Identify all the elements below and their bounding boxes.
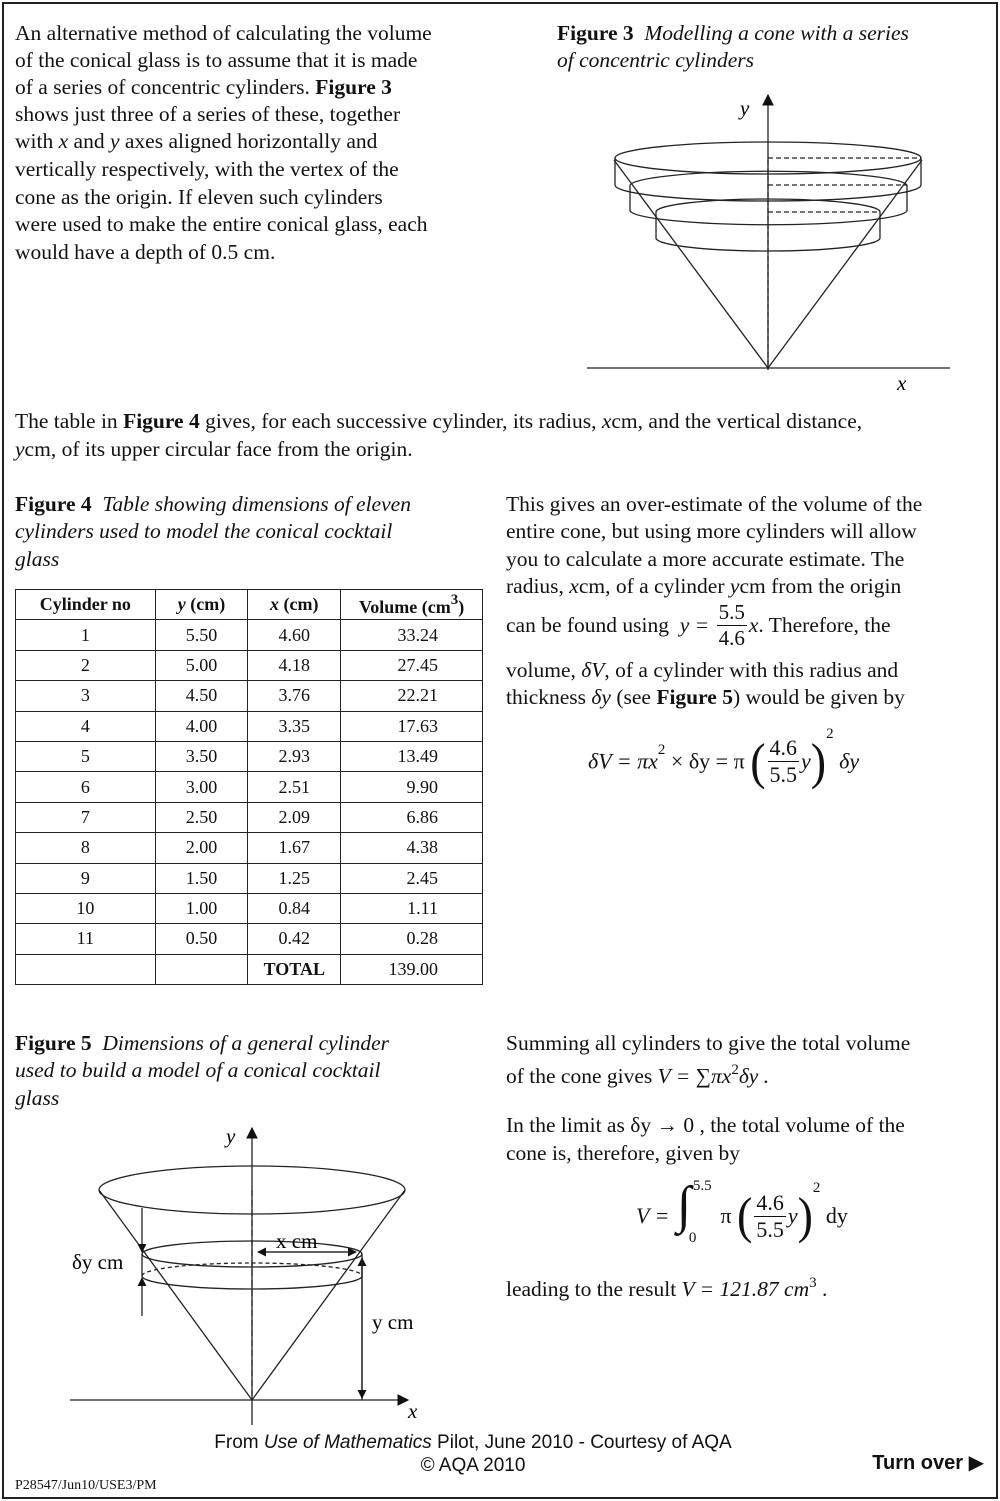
cell-x: 2.93: [248, 741, 341, 771]
var-x: x: [748, 612, 759, 637]
var-x: x: [569, 574, 579, 598]
delta-y: δy: [591, 685, 611, 709]
cell-y: 3.00: [155, 772, 248, 802]
cell-x: 0.42: [248, 924, 341, 954]
fraction-numerator: 4.6: [769, 735, 798, 760]
cell-x: 3.35: [248, 711, 341, 741]
cell-volume: 33.24: [341, 620, 483, 650]
sum-formula: V = ∑πx: [657, 1064, 732, 1088]
formula-mid: × δy = π: [665, 748, 745, 774]
figure3-label: Figure 3: [557, 21, 634, 45]
credit-text: From: [214, 1432, 264, 1453]
total-label: TOTAL: [248, 954, 341, 984]
text: radius,: [506, 574, 564, 598]
right-line: you to calculate a more accurate estimate. The: [506, 547, 905, 571]
integral-exponent: 2: [812, 1180, 821, 1197]
figure-ref: Figure 4: [123, 409, 200, 433]
credit-text: Pilot, June 2010 - Courtesy of AQA: [431, 1432, 732, 1453]
fraction-numerator: 4.6: [756, 1189, 784, 1215]
intro-text: of a series of concentric cylinders.: [15, 75, 310, 99]
cell-cylinder-no: 11: [16, 924, 156, 954]
text: . Therefore, the: [758, 612, 891, 637]
cell-volume: 6.86: [341, 802, 483, 832]
figure4-caption-line2: cylinders used to model the conical cocktail: [15, 519, 393, 543]
figure5-label: Figure 5: [15, 1031, 92, 1055]
text: ) would be given by: [732, 685, 905, 709]
integral-lower: 0: [688, 1230, 697, 1246]
cell-cylinder-no: 1: [16, 620, 156, 650]
intro-line: cone as the origin. If eleven such cylinders: [15, 185, 383, 209]
integral-pi: π: [720, 1203, 732, 1228]
fraction-denominator: 5.5: [769, 762, 798, 787]
figure-ref: Figure 3: [315, 75, 392, 99]
var-y: y: [729, 574, 740, 598]
result-end: .: [816, 1277, 828, 1301]
cell-volume: 1.11: [341, 893, 483, 923]
var-y: y: [15, 437, 25, 461]
intro-text: axes aligned horizontally and: [124, 129, 378, 153]
fraction: [754, 1189, 786, 1242]
credit-line: [0, 1432, 946, 1454]
var-y: y: [177, 594, 186, 615]
turn-over: Turn over ▶: [872, 1452, 984, 1474]
summing-line2: [506, 1057, 769, 1090]
cell-x: 4.18: [248, 650, 341, 680]
paren-close: ): [810, 732, 827, 789]
cell-x: 1.67: [248, 833, 341, 863]
cell-volume: 2.45: [341, 863, 483, 893]
right-line: entire cone, but using more cylinders will allow: [506, 519, 917, 543]
cell-cylinder-no: 10: [16, 893, 156, 923]
summing-line1: Summing all cylinders to give the total volume: [506, 1031, 911, 1055]
vol-label: Volume (cm: [358, 596, 451, 617]
fraction-denominator: 4.6: [718, 626, 745, 650]
vol-close: ): [458, 596, 465, 617]
var-y: y: [787, 1203, 798, 1228]
fig3-axis-x-label: x: [897, 371, 907, 395]
figure5-caption-text: Dimensions of a general cylinder: [102, 1031, 390, 1055]
credit-title: Use of Mathematics: [263, 1432, 432, 1453]
text: cm, of its upper circular face from the origin.: [24, 437, 413, 461]
paren-open: (: [737, 1187, 753, 1244]
cell-volume: 9.90: [341, 772, 483, 802]
cell-x: 0.84: [248, 893, 341, 923]
cell-y: 2.00: [155, 833, 248, 863]
right-line: This gives an over-estimate of the volume of the: [506, 492, 923, 516]
cell-volume: 4.38: [341, 833, 483, 863]
equation-lhs: y =: [679, 612, 710, 637]
var-x: x: [270, 594, 280, 615]
cell-y: 4.00: [155, 711, 248, 741]
cell-x: 3.76: [248, 681, 341, 711]
intro-line: of the conical glass is to assume that it is made: [15, 48, 418, 72]
cell-y: 1.00: [155, 893, 248, 923]
cell-cylinder-no: 4: [16, 711, 156, 741]
result-value: V = 121.87 cm: [681, 1277, 810, 1301]
var-x: x: [58, 129, 69, 153]
formula-exponent: 2: [826, 725, 834, 742]
cell-cylinder-no: 5: [16, 741, 156, 771]
cell-volume: 0.28: [341, 924, 483, 954]
text: cm from the origin: [739, 574, 902, 598]
cell-x: 2.09: [248, 802, 341, 832]
cell-cylinder-no: 6: [16, 772, 156, 802]
intro-line: were used to make the entire conical glass, each: [15, 212, 428, 236]
cell-y: 1.50: [155, 863, 248, 893]
text: thickness: [506, 685, 587, 709]
header-cylinder-no: Cylinder no: [16, 590, 156, 620]
text: of the cone gives: [506, 1064, 653, 1088]
vol-sup: 3: [450, 591, 459, 608]
integral-upper: 5.5: [692, 1178, 712, 1194]
result-sup: 3: [809, 1275, 817, 1291]
paper-code: P28547/Jun10/USE3/PM: [15, 1478, 157, 1493]
cell-y: 3.50: [155, 741, 248, 771]
cell-y: 2.50: [155, 802, 248, 832]
delta-v: δV: [581, 658, 605, 682]
fig5-dy-label: δy cm: [72, 1250, 124, 1274]
figure5-caption-line3: glass: [15, 1086, 60, 1110]
cell-x: 1.25: [248, 863, 341, 893]
intro-line: An alternative method of calculating the volume: [15, 21, 432, 45]
figure-ref: Figure 5: [656, 685, 733, 709]
intro-line: vertically respectively, with the vertex of the: [15, 157, 399, 181]
text: , of a cylinder with this radius and: [604, 658, 899, 682]
integral-lhs: V =: [636, 1203, 670, 1228]
cell-cylinder-no: 9: [16, 863, 156, 893]
text: leading to the result: [506, 1277, 677, 1301]
cell-cylinder-no: 7: [16, 802, 156, 832]
result-line: [506, 1270, 827, 1303]
paren-open: (: [750, 732, 766, 789]
formula-lhs: δV = πx: [588, 748, 658, 774]
integral-formula: [636, 1177, 848, 1246]
integral-differential: dy: [825, 1203, 848, 1228]
cell-cylinder-no: 8: [16, 833, 156, 863]
cell-y: 5.50: [155, 620, 248, 650]
intro-line: shows just three of a series of these, together: [15, 102, 401, 126]
text: (see: [616, 685, 651, 709]
cell-volume: 13.49: [341, 741, 483, 771]
total-value: 139.00: [341, 954, 483, 984]
integral-icon: ∫: [676, 1177, 692, 1234]
figure3-caption-line2: of concentric cylinders: [557, 48, 755, 72]
sum-tail: δy .: [738, 1064, 770, 1088]
fraction-denominator: 5.5: [756, 1216, 784, 1242]
figure4-caption-text: Table showing dimensions of eleven: [102, 492, 411, 516]
fig3-axis-y-label: y: [740, 96, 750, 120]
text: volume,: [506, 658, 576, 682]
cell-cylinder-no: 2: [16, 650, 156, 680]
text: gives, for each successive cylinder, its radius,: [205, 409, 597, 433]
formula-square: 2: [657, 741, 666, 758]
text: can be found using: [506, 612, 670, 637]
fig5-x-label: x cm: [276, 1229, 318, 1253]
cell-volume: 22.21: [341, 681, 483, 711]
cell-cylinder-no: 3: [16, 681, 156, 711]
figure3-caption-text: Modelling a cone with a series: [644, 21, 909, 45]
formula-tail: δy: [839, 748, 860, 774]
limit-line: In the limit as δy → 0 , the total volume of the: [506, 1113, 905, 1137]
text: cm, of a cylinder: [578, 574, 725, 598]
cell-y: 4.50: [155, 681, 248, 711]
cell-y: 0.50: [155, 924, 248, 954]
var-y: y: [801, 748, 811, 774]
paren-close: ): [797, 1187, 813, 1244]
fig5-axis-y-label: y: [226, 1124, 236, 1148]
intro-text: with: [15, 129, 54, 153]
cell-x: 2.51: [248, 772, 341, 802]
var-x: x: [601, 409, 612, 433]
intro-text: and: [73, 129, 105, 153]
sum-exponent: 2: [731, 1062, 739, 1078]
unit: (cm): [283, 594, 319, 615]
cell-y: 5.00: [155, 650, 248, 680]
fig5-axis-x-label: x: [408, 1399, 418, 1423]
intro-line: would have a depth of 0.5 cm.: [15, 240, 276, 264]
var-y: y: [109, 129, 120, 153]
fig5-y-label: y cm: [372, 1310, 414, 1334]
text: cm, and the vertical distance,: [611, 409, 863, 433]
limit-line2: cone is, therefore, given by: [506, 1141, 741, 1165]
cell-volume: 17.63: [341, 711, 483, 741]
copyright: © AQA 2010: [420, 1455, 526, 1476]
figure5-caption-line2: used to build a model of a conical cocktail: [15, 1058, 381, 1082]
figure4-caption-line3: glass: [15, 547, 60, 571]
cell-volume: 27.45: [341, 650, 483, 680]
integral-sign: [675, 1177, 712, 1246]
text: The table in: [15, 409, 118, 433]
unit: (cm): [190, 594, 226, 615]
fraction-numerator: 5.5: [718, 600, 745, 624]
cell-x: 4.60: [248, 620, 341, 650]
figure4-label: Figure 4: [15, 492, 92, 516]
